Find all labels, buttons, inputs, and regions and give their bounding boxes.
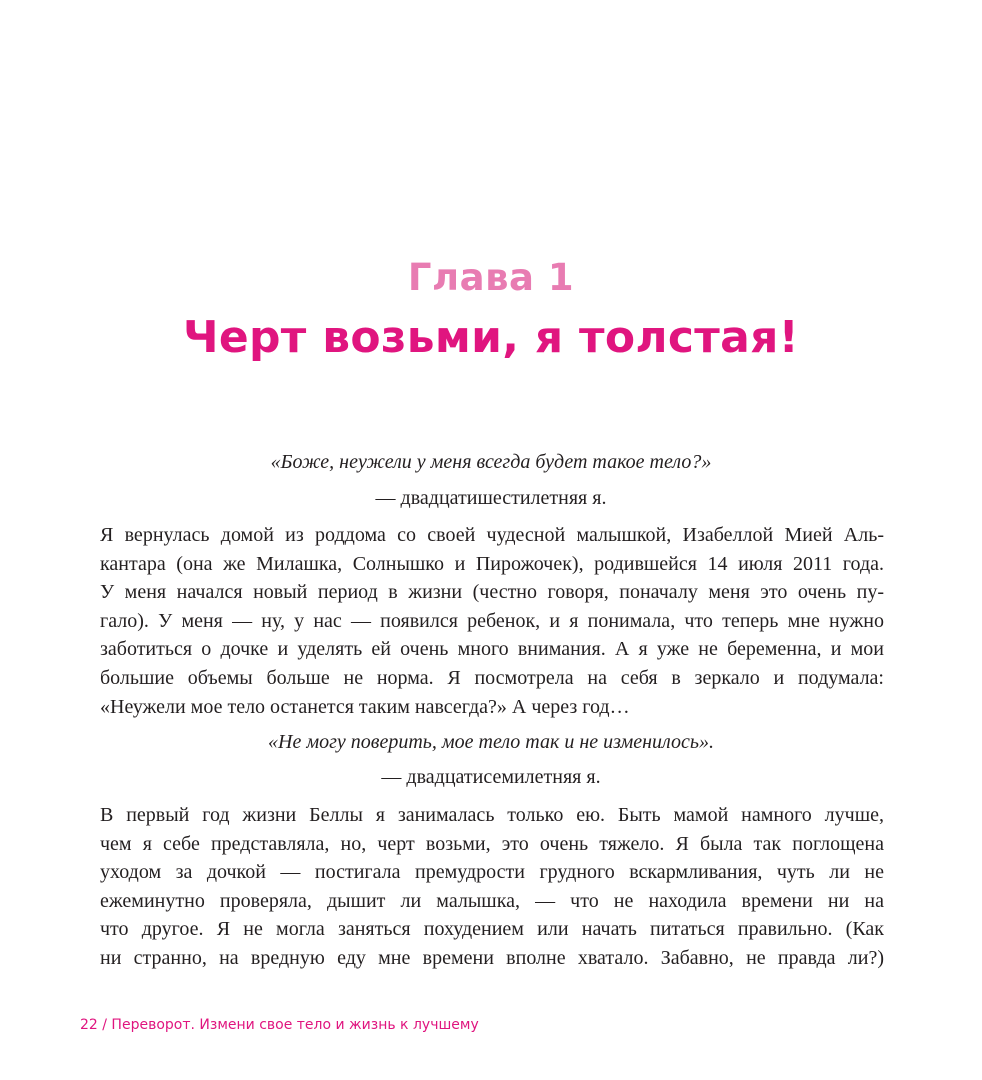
paragraph-line: чем я себе представляла, но, черт возьми, это очень тяжело. Я была так поглощена — [100, 832, 884, 855]
paragraph-line: ежеминутно проверяла, дышит ли малышка, — что не находила времени ни на — [100, 889, 884, 912]
paragraph-line: У меня начался новый период в жизни (честно говоря, поначалу меня это очень пу- — [100, 581, 884, 604]
chapter-label: Глава 1 — [407, 256, 575, 299]
paragraph-line: заботиться о дочке и уделять ей очень много внимания. А я уже не беременна, и мои — [100, 638, 884, 661]
epigraph-attribution-2: — двадцатисемилетняя я. — [381, 766, 601, 788]
epigraph-attribution-1: — двадцатишестилетняя я. — [375, 487, 607, 509]
paragraph-line: большие объемы больше не норма. Я посмотрела на себя в зеркало и подумала: — [100, 666, 884, 689]
epigraph-quote-1: «Боже, неужели у меня всегда будет такое тело?» — [270, 451, 712, 473]
paragraph-line: Я вернулась домой из роддома со своей чудесной малышкой, Изабеллой Мией Аль- — [100, 524, 884, 546]
paragraph-line: ни странно, на вредную еду мне времени вполне хватало. Забавно, не правда ли?) — [100, 946, 884, 969]
paragraph-line: кантара (она же Милашка, Солнышко и Пирожочек), родившейся 14 июля 2011 года. — [100, 552, 884, 575]
paragraph-line: «Неужели мое тело останется таким навсегда?» А через год… — [100, 695, 630, 718]
paragraph-line: гало). У меня — ну, у нас — появился ребенок, и я понимала, что теперь мне нужно — [100, 609, 884, 632]
chapter-title: Черт возьми, я толстая! — [182, 312, 800, 363]
paragraph-line: В первый год жизни Беллы я занималась только ею. Быть мамой намного лучше, — [100, 804, 884, 826]
page-footer: 22 / Переворот. Измени свое тело и жизнь к лучшему — [80, 1017, 479, 1033]
paragraph-line: что другое. Я не могла заняться похудением или начать питаться правильно. (Как — [100, 918, 884, 941]
body-paragraph-1 — [100, 521, 884, 721]
epigraph-quote-2: «Не могу поверить, мое тело так и не изменилось». — [268, 731, 714, 753]
body-paragraph-2 — [100, 801, 884, 973]
paragraph-line: уходом за дочкой — постигала премудрости грудного вскармливания, чуть ли не — [100, 861, 884, 884]
